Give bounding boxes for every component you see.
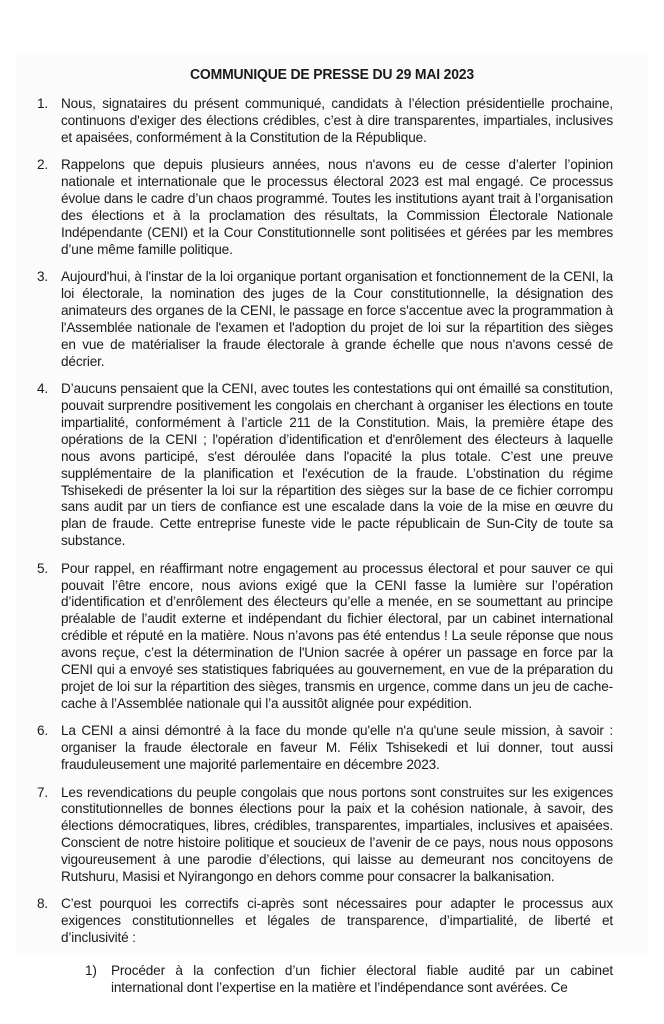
paragraph-number: 1. <box>37 96 49 111</box>
paragraph-8 <box>37 896 613 997</box>
paragraph-text: Rappelons que depuis plusieurs années, nous n'avons eu de cesse d’alerter l’opinion nationale et internationale que le processus électoral 2023 est mal engagé. Ce processus évolue dans le cadre d’un chaos programmé. Toutes les institutions ayant trait à l’organisation des élections et à la proclamation des résultats, la Commission Électorale Nationale Indépendante (CENI) et la Cour Constitutionnelle sont politisées et gérées par les membres d’une même famille politique. <box>61 157 613 257</box>
corrective-text: Procéder à la confection d’un fichier électoral fiable audité par un cabinet international dont l’expertise en la matière et l’indépendance sont avérées. Ce <box>111 963 613 996</box>
paragraph-number: 8. <box>37 896 49 912</box>
paragraph-number: 2. <box>37 157 49 173</box>
paragraph-number: 6. <box>37 723 49 739</box>
paragraph-text: Aujourd'hui, à l'instar de la loi organique portant organisation et fonctionnement de la CENI, la loi électorale, la nomination des juges de la Cour constitutionnelle, la désignation des animateurs des organes de la CENI, le passage en force s'accentue avec la programmation à l'Assemblée nationale de l'examen et l'adoption du projet de loi sur la répartition des sièges en vue de matérialiser la fraude électorale à grande échelle que nous n'avons cessé de décrier. <box>61 269 613 369</box>
paragraph-number: 7. <box>37 784 49 800</box>
paragraph-5 <box>37 561 613 713</box>
paragraph-number: 5. <box>37 560 49 576</box>
paragraph-2 <box>37 157 613 258</box>
paragraph-7 <box>37 785 613 886</box>
document-title: COMMUNIQUE DE PRESSE DU 29 MAI 2023 <box>190 66 474 83</box>
paragraph-1 <box>37 96 613 147</box>
paragraph-text: Pour rappel, en réaffirmant notre engagement au processus électoral et pour sauver ce qui pouvait l’être encore, nous avions exigé que la CENI fasse la lumière sur l’opération d’identification et d’enrôlement des électeurs qu’elle a menée, en se soumettant au principe préalable de l’audit externe et indépendant du fichier électoral, par un cabinet international crédible et réputé en la matière. Nous n’avons pas été entendus ! La seule réponse que nous avons reçue, c’est la détermination de l'Union sacrée à opérer un passage en force par la CENI qui a envoyé ses statistiques fabriquées au gouvernement, en vue de la préparation du projet de loi sur la répartition des sièges, transmis en urgence, comme dans un jeu de cache-cache à l’Assemblée nationale qui l’a aussitôt alignée pour expédition. <box>61 560 613 711</box>
corrective-list <box>61 963 613 997</box>
paragraph-3 <box>37 269 613 370</box>
paragraph-number: 3. <box>37 269 49 285</box>
paragraph-text: La CENI a ainsi démontré à la face du monde qu'elle n'a qu'une seule mission, à savoir : organiser la fraude électorale en faveur M. Félix Tshisekedi et lui donner, tout aussi frauduleusement une majorité parlementaire en décembre 2023. <box>61 723 613 773</box>
paragraph-number: 4. <box>37 381 49 397</box>
paragraph-text: C’est pourquoi les correctifs ci-après sont nécessaires pour adapter le processus aux exigences constitutionnelles et légales de transparence, d’impartialité, de liberté et d’inclusivité : <box>61 896 613 946</box>
paragraph-text: D’aucuns pensaient que la CENI, avec toutes les contestations qui ont émaillé sa constitution, pouvait surprendre positivement les congolais en cherchant à organiser les élections en toute impartialité, conformément à l’article 211 de la Constitution. Mais, la première étape des opérations de la CENI ; l'opération d’identification et d'enrôlement des électeurs à laquelle nous avons participé, s'est déroulée dans l'opacité la plus totale. C’est une preuve supplémentaire de la planification et l'exécution de la fraude. L’obstination du régime Tshisekedi de présenter la loi sur la répartition des sièges sur la base de ce fichier corrompu sans audit par un tiers de confiance est une escalade dans la voie de la mise en œuvre du plan de fraude. Cette entreprise funeste vide le pacte républicain de Sun-City de toute sa substance. <box>61 381 613 549</box>
paragraph-4 <box>37 381 613 550</box>
corrective-item-1 <box>85 963 613 997</box>
paragraph-6 <box>37 723 613 774</box>
paragraph-text: Les revendications du peuple congolais que nous portons sont construites sur les exigences constitutionnelles de bonnes élections pour la paix et la cohésion nationale, à savoir, des élections démocratiques, libres, crédibles, transparentes, impartiales, inclusives et apaisées. Conscient de notre histoire politique et soucieux de l’avenir de ce pays, nous nous opposons vigoureusement à une parodie d’élections, qui laisse au demeurant nos concitoyens de Rutshuru, Masisi et Nyirangongo en dehors comme pour consacrer la balkanisation. <box>61 784 613 885</box>
paragraph-text: Nous, signataires du présent communiqué, candidats à l’élection présidentielle prochaine, continuons d'exiger des élections crédibles, c’est à dire transparentes, impartiales, inclusives et apaisées, conformément à la Constitution de la République. <box>61 96 613 145</box>
corrective-number: 1) <box>85 963 97 979</box>
paragraph-list <box>37 96 613 1008</box>
